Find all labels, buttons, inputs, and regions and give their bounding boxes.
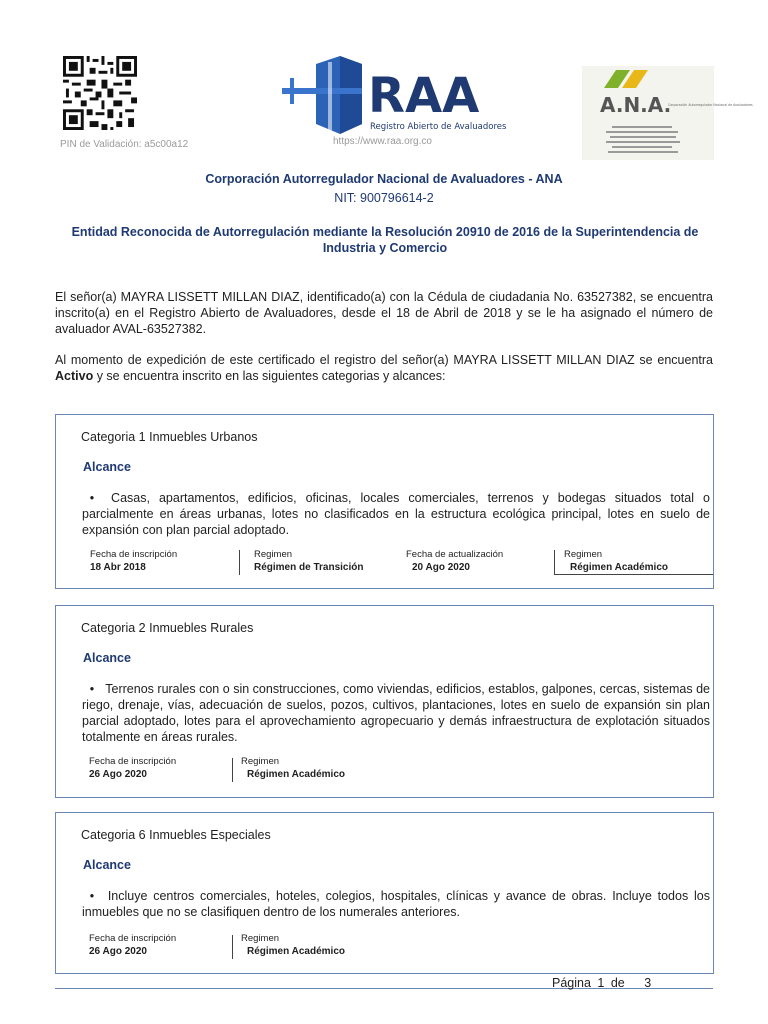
category-card bbox=[55, 605, 714, 798]
meta-registration-date bbox=[89, 756, 176, 780]
meta-update-date bbox=[406, 549, 503, 573]
scope-bullet bbox=[82, 681, 710, 745]
ana-logo bbox=[582, 66, 753, 160]
meta-registration-date bbox=[89, 933, 176, 957]
ana-tagline: Corporación Autorregulador Nacional de Avaluadores bbox=[668, 103, 753, 107]
meta-value: 26 Ago 2020 bbox=[89, 769, 147, 780]
meta-regime bbox=[241, 756, 345, 780]
meta-registration-date bbox=[90, 549, 177, 573]
alcance-heading: Alcance bbox=[83, 651, 131, 665]
page-number bbox=[552, 976, 651, 990]
meta-label: Fecha de inscripción bbox=[90, 549, 178, 560]
status-paragraph-intro: Al momento de expedición de este certificado el registro del señor(a) MAYRA LISSETT MILLAN DIAZ se encuentra bbox=[55, 353, 713, 367]
meta-divider bbox=[232, 935, 233, 959]
raa-logo bbox=[278, 54, 507, 136]
meta-label: Regimen bbox=[241, 933, 280, 944]
page-label: Página bbox=[552, 976, 591, 990]
meta-label: Regimen bbox=[564, 549, 603, 560]
category-title: Categoria 6 Inmuebles Especiales bbox=[81, 828, 271, 842]
status-paragraph bbox=[55, 352, 713, 384]
page-current: 1 bbox=[597, 976, 605, 990]
page-of-label: de bbox=[610, 976, 625, 990]
page-total: 3 bbox=[644, 976, 652, 990]
qr-code bbox=[62, 56, 138, 130]
category-card bbox=[55, 414, 714, 589]
ana-name: A.N.A. bbox=[600, 93, 672, 117]
validation-pin: PIN de Validación: a5c00a12 bbox=[60, 139, 189, 150]
organization-name: Corporación Autorregulador Nacional de Avaluadores - ANA bbox=[205, 172, 563, 186]
appraiser-registration-paragraph: El señor(a) MAYRA LISSETT MILLAN DIAZ, identificado(a) con la Cédula de ciudadania No. 63527382, se encuentra inscrito(a) en el Registro Abierto de Avaluadores, desde el 18 de Abril de 2018 y se le ha asignado el número de avaluador AVAL-63527382. bbox=[55, 290, 713, 336]
meta-regime bbox=[241, 933, 345, 957]
recognition-statement: Entidad Reconocida de Autorregulación mediante la Resolución 20910 de 2016 de la Superintendencia de Industria y Comercio bbox=[71, 225, 699, 255]
meta-label: Fecha de inscripción bbox=[89, 933, 177, 944]
bullet-icon: • bbox=[89, 889, 95, 903]
meta-value: 20 Ago 2020 bbox=[412, 562, 470, 573]
raa-url-link[interactable]: https://www.raa.org.co bbox=[333, 136, 432, 147]
meta-divider bbox=[554, 550, 555, 575]
scope-text: Casas, apartamentos, edificios, oficinas, locales comerciales, terrenos y bodegas situados total o parcialmente en áreas urbanas, lotes no clasificados en la estructura ecológica principal, lotes en suelo de expansión con plan parcial adoptado. bbox=[82, 491, 710, 537]
category-title: Categoria 2 Inmuebles Rurales bbox=[81, 621, 254, 635]
meta-label: Regimen bbox=[241, 756, 280, 767]
meta-label: Fecha de actualización bbox=[406, 549, 504, 560]
scope-text: Terrenos rurales con o sin construcciones, como viviendas, edificios, establos, galpones, cercas, sistemas de riego, drenaje, vías, adecuación de suelos, pozos, cultivos, plantaciones, lotes en suelo de expansión sin plan parcial adoptado, lotes para el aprovechamiento agropecuario y demás infraestructura de explotación situados totalmente en áreas rurales. bbox=[82, 682, 710, 744]
raa-letters: RAA bbox=[368, 68, 480, 124]
alcance-heading: Alcance bbox=[83, 858, 131, 872]
category-title: Categoria 1 Inmuebles Urbanos bbox=[81, 430, 258, 444]
meta-value: Régimen Académico bbox=[570, 562, 668, 573]
meta-divider bbox=[239, 550, 240, 575]
meta-value: Régimen Académico bbox=[247, 769, 345, 780]
meta-value: Régimen de Transición bbox=[254, 562, 364, 573]
scope-bullet bbox=[82, 490, 710, 538]
bullet-icon: • bbox=[89, 491, 95, 505]
category-card bbox=[55, 812, 714, 974]
meta-value: Régimen Académico bbox=[247, 946, 345, 957]
status-paragraph-rest: y se encuentra inscrito en las siguientes categorias y alcances: bbox=[96, 369, 446, 383]
meta-update-regime bbox=[564, 549, 668, 573]
organization-nit: NIT: 900796614-2 bbox=[334, 191, 434, 205]
meta-regime bbox=[254, 549, 363, 573]
meta-value: 18 Abr 2018 bbox=[90, 562, 146, 573]
status-value: Activo bbox=[55, 369, 94, 383]
meta-underline bbox=[554, 574, 713, 575]
raa-subtitle: Registro Abierto de Avaluadores bbox=[370, 122, 507, 132]
scope-bullet bbox=[82, 888, 710, 920]
meta-label: Regimen bbox=[254, 549, 293, 560]
meta-divider bbox=[232, 758, 233, 782]
meta-label: Fecha de inscripción bbox=[89, 756, 177, 767]
scope-text: Incluye centros comerciales, hoteles, colegios, hospitales, clínicas y avance de obras. Incluye todos los inmuebles que no se clasifiquen dentro de los numerales anteriores. bbox=[82, 889, 710, 919]
alcance-heading: Alcance bbox=[83, 460, 131, 474]
bullet-icon: • bbox=[89, 682, 95, 696]
meta-value: 26 Ago 2020 bbox=[89, 946, 147, 957]
